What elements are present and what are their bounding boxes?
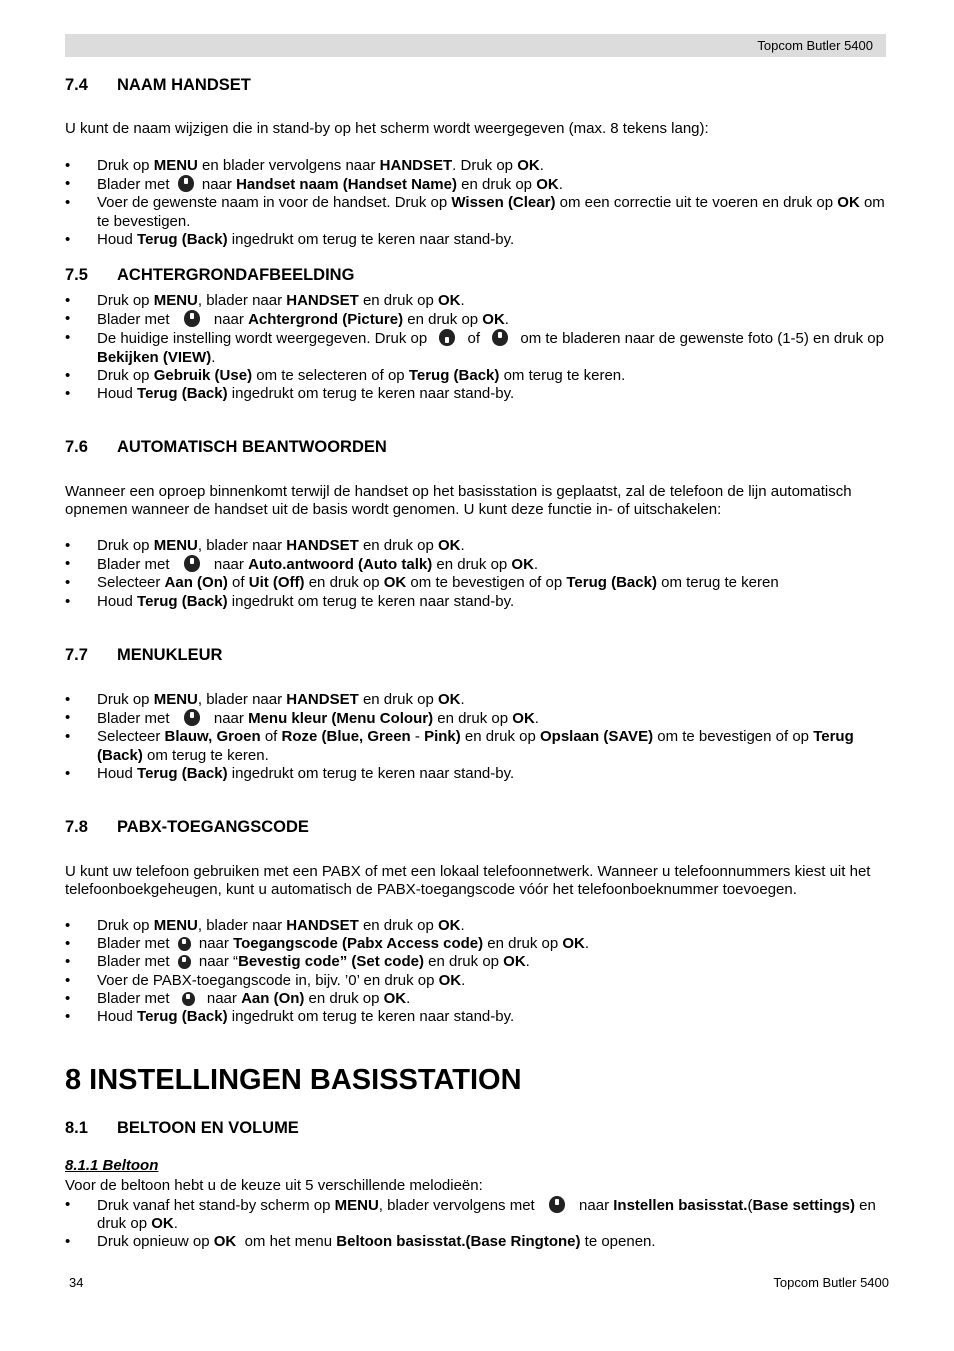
- nav-down-key-icon: [184, 709, 200, 726]
- list-item: • Druk op MENU, blader naar HANDSET en druk op OK.: [65, 537, 890, 555]
- nav-down-key-icon: [492, 329, 508, 346]
- chapter-heading: 8 INSTELLINGEN BASISSTATION: [65, 1064, 522, 1096]
- section-8-1-list: [65, 1196, 890, 1252]
- nav-down-key-icon: [184, 310, 200, 327]
- list-item: • Druk vanaf het stand-by scherm op MENU, blader vervolgens met naar Instellen basisstat.(Base settings) en druk op OK.: [65, 1196, 890, 1233]
- list-item: • Voer de PABX-toegangscode in, bijv. ’0’ en druk op OK.: [65, 972, 890, 990]
- list-item: • Blader met naar Aan (On) en druk op OK.: [65, 990, 890, 1008]
- list-item: • Blader met naar “Bevestig code” (Set code) en druk op OK.: [65, 953, 890, 971]
- list-item: • Selecteer Aan (On) of Uit (Off) en druk op OK om te bevestigen of op Terug (Back) om terug te keren: [65, 574, 890, 592]
- list-item: • De huidige instelling wordt weergegeven. Druk op of om te bladeren naar de gewenste foto (1-5) en druk op Bekijken (VIEW).: [65, 329, 890, 366]
- section-7-6-intro: Wanneer een oproep binnenkomt terwijl de handset op het basisstation is geplaatst, zal de telefoon de lijn automatisch opnemen wanneer de handset uit de basis wordt genomen. U kunt deze functie in- of uitschakelen:: [65, 483, 852, 518]
- nav-down-key-icon: [184, 555, 200, 572]
- list-item: • Voer de gewenste naam in voor de handset. Druk op Wissen (Clear) om een correctie uit te voeren en druk op OK om te bevestigen.: [65, 194, 890, 230]
- list-item: • Blader met naar Achtergrond (Picture) en druk op OK.: [65, 310, 890, 329]
- page-number: 34: [69, 1275, 84, 1290]
- nav-down-key-icon: [549, 1196, 565, 1213]
- list-item: • Blader met naar Menu kleur (Menu Colour) en druk op OK.: [65, 709, 890, 728]
- section-heading-7-4: 7.4 NAAM HANDSET: [65, 76, 251, 94]
- list-item: • Druk op MENU, blader naar HANDSET en druk op OK.: [65, 292, 890, 310]
- list-item: • Houd Terug (Back) ingedrukt om terug te keren naar stand-by.: [65, 231, 890, 249]
- section-7-7-list: [65, 691, 890, 783]
- list-item: • Druk opnieuw op OK om het menu Beltoon basisstat.(Base Ringtone) te openen.: [65, 1233, 890, 1251]
- section-8-1-intro: Voor de beltoon hebt u de keuze uit 5 verschillende melodieën:: [65, 1177, 483, 1194]
- list-item: • Blader met naar Toegangscode (Pabx Access code) en druk op OK.: [65, 935, 890, 953]
- section-7-8-intro: U kunt uw telefoon gebruiken met een PABX of met een lokaal telefoonnetwerk. Wanneer u telefoonnummers kiest uit het telefoonboekgeheugen, kunt u automatisch de PABX-toegangscode vóór het telefoonboeknummer toevoegen.: [65, 863, 871, 898]
- section-7-8-list: [65, 917, 890, 1026]
- list-item: • Druk op MENU en blader vervolgens naar HANDSET. Druk op OK.: [65, 157, 890, 175]
- header-title: Topcom Butler 5400: [757, 38, 873, 53]
- list-item: • Blader met naar Handset naam (Handset Name) en druk op OK.: [65, 175, 890, 194]
- list-item: • Druk op MENU, blader naar HANDSET en druk op OK.: [65, 691, 890, 709]
- list-item: • Houd Terug (Back) ingedrukt om terug te keren naar stand-by.: [65, 593, 890, 611]
- list-item: • Houd Terug (Back) ingedrukt om terug te keren naar stand-by.: [65, 385, 890, 403]
- section-heading-7-5: 7.5 ACHTERGRONDAFBEELDING: [65, 266, 355, 284]
- section-7-4-intro: U kunt de naam wijzigen die in stand-by op het scherm wordt weergegeven (max. 8 tekens lang):: [65, 120, 709, 137]
- list-item: • Druk op Gebruik (Use) om te selecteren of op Terug (Back) om terug te keren.: [65, 367, 890, 385]
- list-item: • Selecteer Blauw, Groen of Roze (Blue, Green - Pink) en druk op Opslaan (SAVE) om te bevestigen of op Terug (Back) om terug te keren.: [65, 728, 890, 764]
- subsection-heading-8-1-1: 8.1.1 Beltoon: [65, 1157, 159, 1174]
- section-heading-7-6: 7.6 AUTOMATISCH BEANTWOORDEN: [65, 438, 387, 456]
- section-heading-7-7: 7.7 MENUKLEUR: [65, 646, 223, 664]
- footer-title: Topcom Butler 5400: [773, 1275, 889, 1290]
- section-7-4-list: [65, 157, 890, 249]
- nav-down-key-icon: [178, 937, 191, 951]
- list-item: • Houd Terug (Back) ingedrukt om terug te keren naar stand-by.: [65, 1008, 890, 1026]
- section-heading-8-1: 8.1 BELTOON EN VOLUME: [65, 1119, 299, 1137]
- nav-up-key-icon: [439, 329, 455, 346]
- section-7-6-list: [65, 537, 890, 611]
- list-item: • Blader met naar Auto.antwoord (Auto talk) en druk op OK.: [65, 555, 890, 574]
- nav-down-key-icon: [182, 992, 195, 1006]
- section-7-5-list: [65, 292, 890, 403]
- section-heading-7-8: 7.8 PABX-TOEGANGSCODE: [65, 818, 309, 836]
- nav-down-key-icon: [178, 955, 191, 969]
- list-item: • Houd Terug (Back) ingedrukt om terug te keren naar stand-by.: [65, 765, 890, 783]
- list-item: • Druk op MENU, blader naar HANDSET en druk op OK.: [65, 917, 890, 935]
- nav-down-key-icon: [178, 175, 194, 192]
- page-header: [65, 34, 886, 57]
